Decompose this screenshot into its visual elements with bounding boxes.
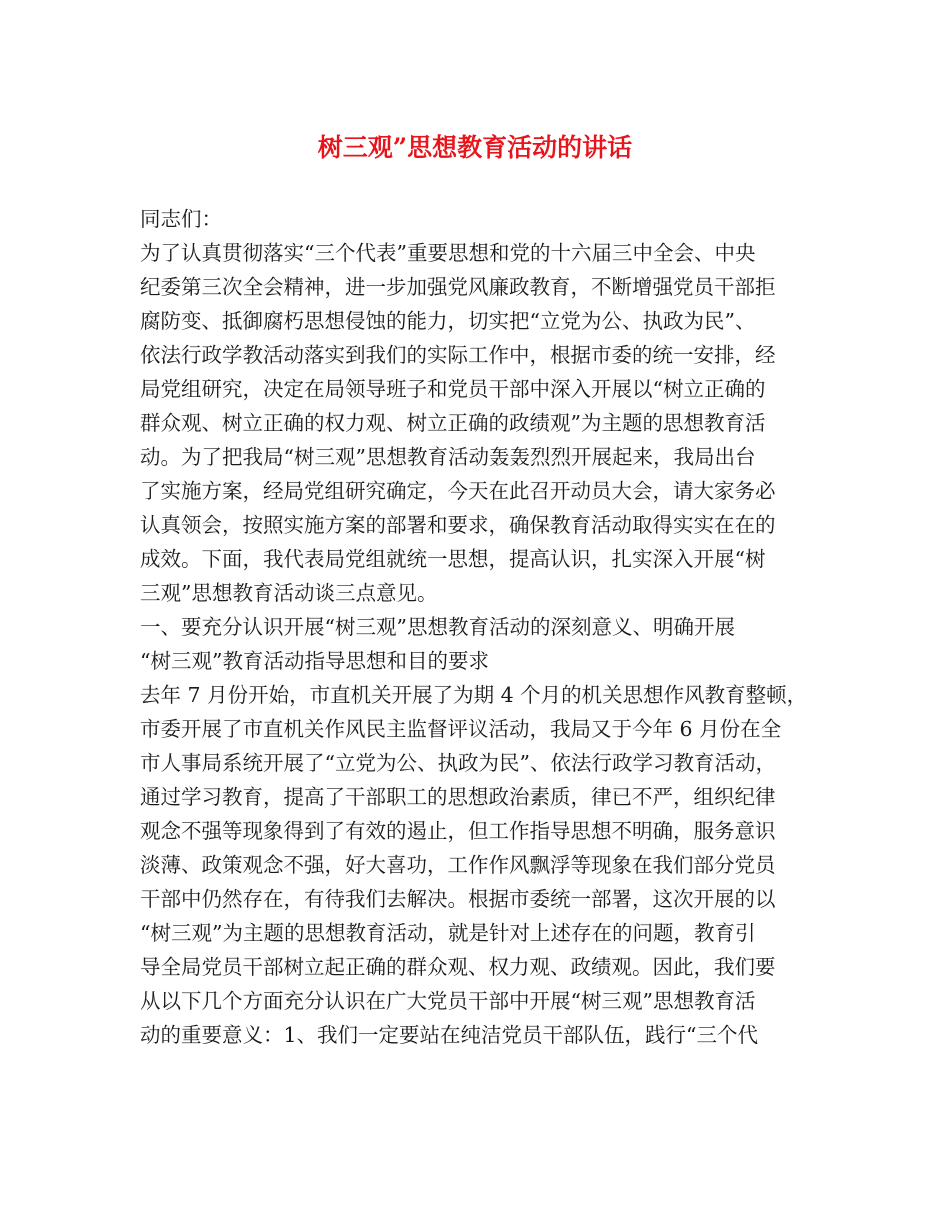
body-line: 从以下几个方面充分认识在广大党员干部中开展“树三观”思想教育活 <box>140 989 756 1013</box>
body-line: 认真领会，按照实施方案的部署和要求，确保教育活动取得实实在在的 <box>140 513 776 537</box>
body-line: 市人事局系统开展了“立党为公、执政为民”、依法行政学习教育活动， <box>140 751 776 775</box>
body-line: 去年 7 月份开始，市直机关开展了为期 4 个月的机关思想作风教育整顿， <box>140 683 808 707</box>
body-line: 干部中仍然存在，有待我们去解决。根据市委统一部署，这次开展的以 <box>140 887 776 911</box>
body-line: 成效。下面，我代表局党组就统一思想，提高认识，扎实深入开展“树 <box>140 547 766 571</box>
body-line: 纪委第三次全会精神，进一步加强党风廉政教育，不断增强党员干部拒 <box>140 275 776 299</box>
body-line: 动。为了把我局“树三观”思想教育活动轰轰烈烈开展起来，我局出台 <box>140 445 756 469</box>
body-line: 导全局党员干部树立起正确的群众观、权力观、政绩观。因此，我们要 <box>140 955 776 979</box>
document-title: 树三观”思想教育活动的讲话 <box>317 133 633 162</box>
body-line: 一、要充分认识开展“树三观”思想教育活动的深刻意义、明确开展 <box>140 615 735 639</box>
body-line: 观念不强等现象得到了有效的遏止，但工作指导思想不明确，服务意识 <box>140 819 776 843</box>
body-line: 三观”思想教育活动谈三点意见。 <box>140 581 438 605</box>
body-line: 通过学习教育，提高了干部职工的思想政治素质，律已不严，组织纪律 <box>140 785 776 809</box>
body-line: “树三观”为主题的思想教育活动，就是针对上述存在的问题，教育引 <box>140 921 756 945</box>
document-body <box>140 202 820 1052</box>
body-line: 依法行政学教活动落实到我们的实际工作中，根据市委的统一安排，经 <box>140 343 776 367</box>
body-line: 动的重要意义：1、我们一定要站在纯洁党员干部队伍，践行“三个代 <box>140 1023 759 1047</box>
body-line: 市委开展了市直机关作风民主监督评议活动，我局又于今年 6 月份在全 <box>140 717 782 741</box>
body-line: 腐防变、抵御腐朽思想侵蚀的能力，切实把“立党为公、执政为民”、 <box>140 309 756 333</box>
body-line: 群众观、树立正确的权力观、树立正确的政绩观”为主题的思想教育活 <box>140 411 766 435</box>
body-line: 为了认真贯彻落实“三个代表”重要思想和党的十六届三中全会、中央 <box>140 241 756 265</box>
body-line: 了实施方案，经局党组研究确定，今天在此召开动员大会，请大家务必 <box>140 479 776 503</box>
body-line: “树三观”教育活动指导思想和目的要求 <box>140 649 489 673</box>
body-line: 同志们： <box>140 207 222 231</box>
body-line: 局党组研究，决定在局领导班子和党员干部中深入开展以“树立正确的 <box>140 377 766 401</box>
body-line: 淡薄、政策观念不强，好大喜功，工作作风飘浮等现象在我们部分党员 <box>140 853 776 877</box>
